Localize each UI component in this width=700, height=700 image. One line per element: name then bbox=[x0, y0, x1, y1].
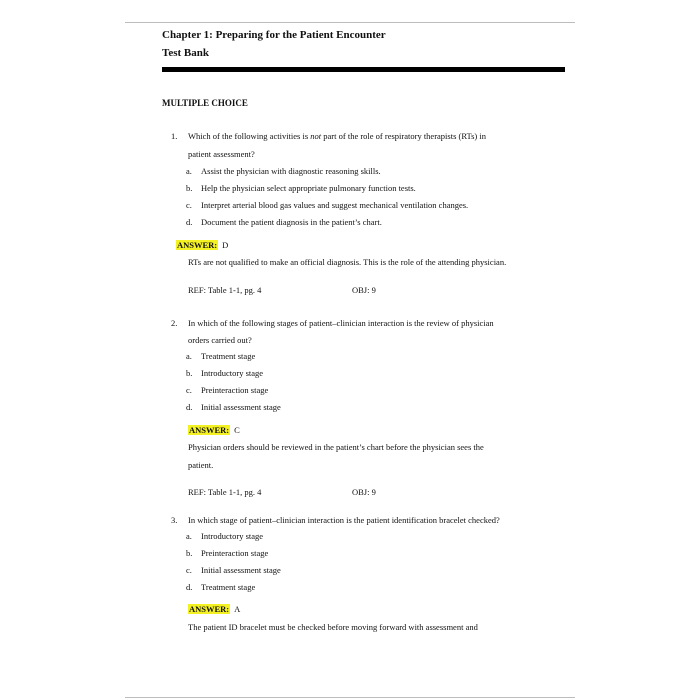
objective: OBJ: 9 bbox=[352, 487, 376, 497]
option-text: Document the patient diagnosis in the patient’s chart. bbox=[201, 217, 382, 227]
option-letter: c. bbox=[186, 200, 192, 210]
answer-value: D bbox=[222, 240, 229, 250]
option-letter: a. bbox=[186, 166, 192, 176]
answer-label: ANSWER: bbox=[177, 240, 218, 250]
rationale-text: The patient ID bracelet must be checked before moving forward with assessment and bbox=[188, 622, 478, 632]
question-stem: In which of the following stages of patient–clinician interaction is the review of physician bbox=[188, 318, 494, 328]
option-text: Preinteraction stage bbox=[201, 548, 269, 558]
question-stem-continued: patient assessment? bbox=[188, 149, 255, 159]
document-title: Chapter 1: Preparing for the Patient Encounter bbox=[162, 29, 386, 41]
section-heading: MULTIPLE CHOICE bbox=[162, 98, 248, 108]
option-letter: d. bbox=[186, 217, 193, 227]
option-text: Initial assessment stage bbox=[201, 402, 281, 412]
option-text: Introductory stage bbox=[201, 368, 264, 378]
answer-label: ANSWER: bbox=[189, 604, 230, 614]
top-rule bbox=[125, 22, 575, 23]
reference: REF: Table 1-1, pg. 4 bbox=[188, 487, 262, 497]
question-stem: In which stage of patient–clinician interaction is the patient identification bracelet checked? bbox=[188, 515, 500, 525]
option-letter: c. bbox=[186, 385, 192, 395]
document-subtitle: Test Bank bbox=[162, 47, 209, 59]
answer-label: ANSWER: bbox=[189, 425, 230, 435]
question-number: 1. bbox=[171, 131, 178, 141]
option-text: Preinteraction stage bbox=[201, 385, 269, 395]
option-text: Treatment stage bbox=[201, 351, 256, 361]
answer-value: C bbox=[234, 425, 240, 435]
answer-line bbox=[176, 241, 228, 250]
option-letter: a. bbox=[186, 351, 192, 361]
objective: OBJ: 9 bbox=[352, 285, 376, 295]
option-letter: d. bbox=[186, 582, 193, 592]
option-text: Assist the physician with diagnostic reasoning skills. bbox=[201, 166, 381, 176]
question-stem: Which of the following activities is not part of the role of respiratory therapists (RTs) in bbox=[188, 131, 486, 141]
bottom-rule bbox=[125, 697, 575, 698]
answer-line bbox=[188, 426, 240, 435]
rationale-text: RTs are not qualified to make an official diagnosis. This is the role of the attending physician. bbox=[188, 257, 507, 267]
question-number: 2. bbox=[171, 318, 178, 328]
heading-divider bbox=[162, 67, 565, 72]
option-text: Introductory stage bbox=[201, 531, 264, 541]
emphasis-word: not bbox=[310, 131, 322, 141]
option-letter: b. bbox=[186, 183, 193, 193]
option-letter: b. bbox=[186, 548, 193, 558]
question-number: 3. bbox=[171, 515, 178, 525]
rationale-text-continued: patient. bbox=[188, 460, 214, 470]
option-letter: b. bbox=[186, 368, 193, 378]
reference: REF: Table 1-1, pg. 4 bbox=[188, 285, 262, 295]
option-letter: d. bbox=[186, 402, 193, 412]
option-letter: c. bbox=[186, 565, 192, 575]
option-text: Help the physician select appropriate pulmonary function tests. bbox=[201, 183, 416, 193]
answer-line bbox=[188, 605, 240, 614]
answer-value: A bbox=[234, 604, 241, 614]
option-letter: a. bbox=[186, 531, 192, 541]
option-text: Treatment stage bbox=[201, 582, 256, 592]
option-text: Interpret arterial blood gas values and suggest mechanical ventilation changes. bbox=[201, 200, 469, 210]
question-stem-continued: orders carried out? bbox=[188, 335, 252, 345]
option-text: Initial assessment stage bbox=[201, 565, 281, 575]
rationale-text: Physician orders should be reviewed in the patient’s chart before the physician sees the bbox=[188, 442, 484, 452]
